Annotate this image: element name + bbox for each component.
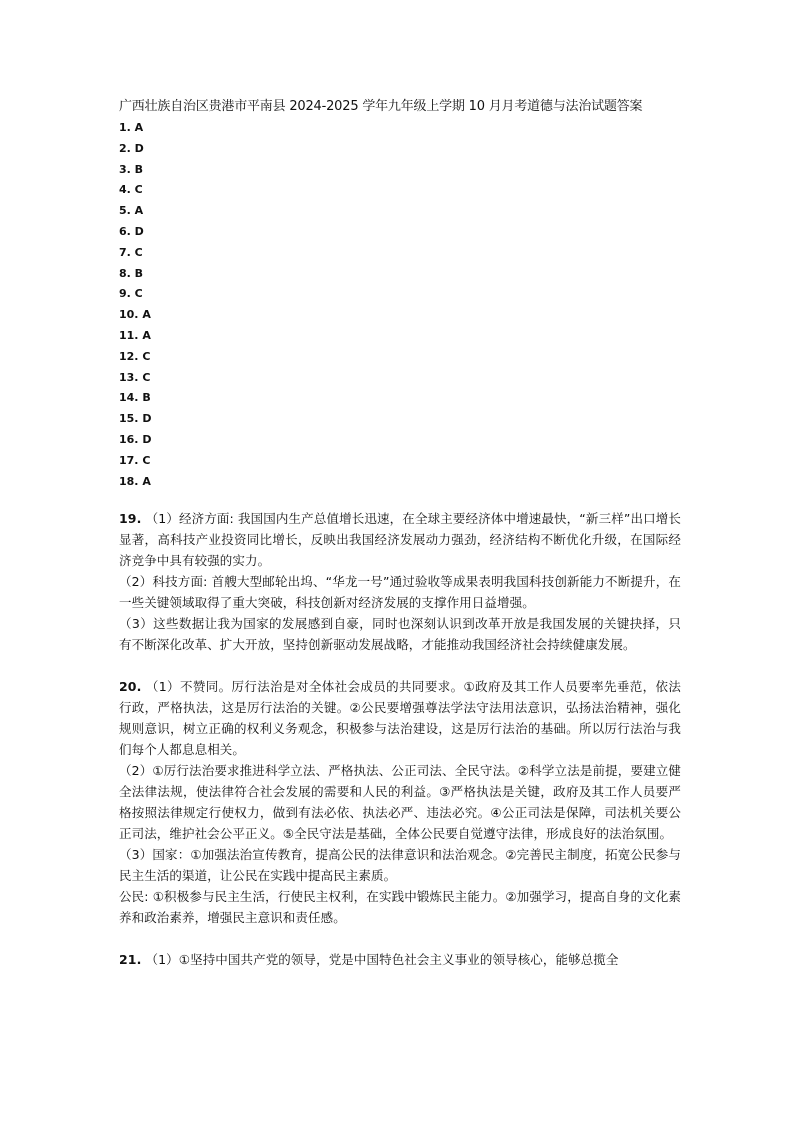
choice-answer: 3. B — [119, 162, 144, 176]
choice-answer: 14. B — [119, 391, 151, 405]
choice-answer: 15. D — [119, 412, 152, 426]
question-20-answer — [119, 676, 681, 928]
choice-answer: 10. A — [119, 308, 151, 322]
q20-part-3: （3）国家：①加强法治宣传教育，提高公民的法律意识和法治观念。②完善民主制度，拓宽公民参与民主生活的渠道，让公民在实践中提高民主素质。 — [119, 847, 681, 884]
question-19-answer — [119, 508, 681, 655]
choice-answer: 2. D — [119, 141, 144, 155]
q21-part-1-text: （1）①坚持中国共产党的领导，党是中国特色社会主义事业的领导核心，能够总揽全 — [145, 952, 619, 968]
choice-answer: 11. A — [119, 328, 151, 342]
q20-part-2: （2）①厉行法治要求推进科学立法、严格执法、公正司法、全民守法。②科学立法是前提，要建立健全法律法规，使法律符合社会发展的需要和人民的利益。③严格执法是关键，政府及其工作人员要严格按照法律规定行使权力，做到有法必依、执法必严、违法必究。④公正司法是保障，司法机关要公正司法，维护社会公平正义。⑤全民守法是基础，全体公民要自觉遵守法律，形成良好的法治氛围。 — [119, 763, 681, 842]
q19-part-1 — [119, 508, 681, 571]
document-title: 广西壮族自治区贵港市平南县 2024-2025 学年九年级上学期 10 月月考道德与法治试题答案 — [119, 99, 643, 114]
choice-answer: 8. B — [119, 266, 144, 280]
choice-answer-list — [119, 118, 681, 492]
choice-answer: 13. C — [119, 370, 151, 384]
question-number: 20. — [119, 679, 142, 695]
q19-part-1-text: （1）经济方面: 我国国内生产总值增长迅速，在全球主要经济体中增速最快，“新三样”出口增长显著，高科技产业投资同比增长，反映出我国经济发展动力强劲，经济结构不断优化升级，在国际经济竞争中具有较强的实力。 — [119, 511, 682, 569]
q19-part-2: （2）科技方面: 首艘大型邮轮出坞、“华龙一号”通过验收等成果表明我国科技创新能力不断提升，在一些关键领域取得了重大突破，科技创新对经济发展的支撑作用日益增强。 — [119, 574, 681, 611]
q20-part-1-text: （1）不赞同。厉行法治是对全体社会成员的共同要求。①政府及其工作人员要率先垂范，依法行政，严格执法，这是厉行法治的关键。②公民要增强尊法学法守法用法意识，弘扬法治精神，强化规则意识，树立正确的权利义务观念，积极参与法治建设，这是厉行法治的基础。所以厉行法治与我们每个人都息息相关。 — [119, 679, 681, 758]
q19-part-3: （3）这些数据让我为国家的发展感到自豪，同时也深刻认识到改革开放是我国发展的关键抉择，只有不断深化改革、扩大开放，坚持创新驱动发展战略，才能推动我国经济社会持续健康发展。 — [119, 616, 681, 653]
question-number: 19. — [119, 511, 142, 527]
choice-answer: 18. A — [119, 474, 151, 488]
choice-answer: 5. A — [119, 204, 144, 218]
answer-sheet — [119, 96, 681, 970]
question-21-answer — [119, 949, 681, 970]
choice-answer: 4. C — [119, 183, 143, 197]
choice-answer: 6. D — [119, 224, 144, 238]
choice-answer: 9. C — [119, 287, 143, 301]
choice-answer: 1. A — [119, 121, 144, 134]
choice-answer: 17. C — [119, 453, 151, 467]
choice-answer: 12. C — [119, 349, 151, 363]
q21-part-1 — [119, 949, 681, 970]
question-number: 21. — [119, 952, 142, 968]
choice-answer: 16. D — [119, 432, 152, 446]
q20-part-3-citizen: 公民: ①积极参与民主生活，行使民主权利，在实践中锻炼民主能力。②加强学习，提高自身的文化素养和政治素养，增强民主意识和责任感。 — [119, 889, 681, 926]
choice-answer: 7. C — [119, 245, 143, 259]
q20-part-1 — [119, 676, 681, 760]
